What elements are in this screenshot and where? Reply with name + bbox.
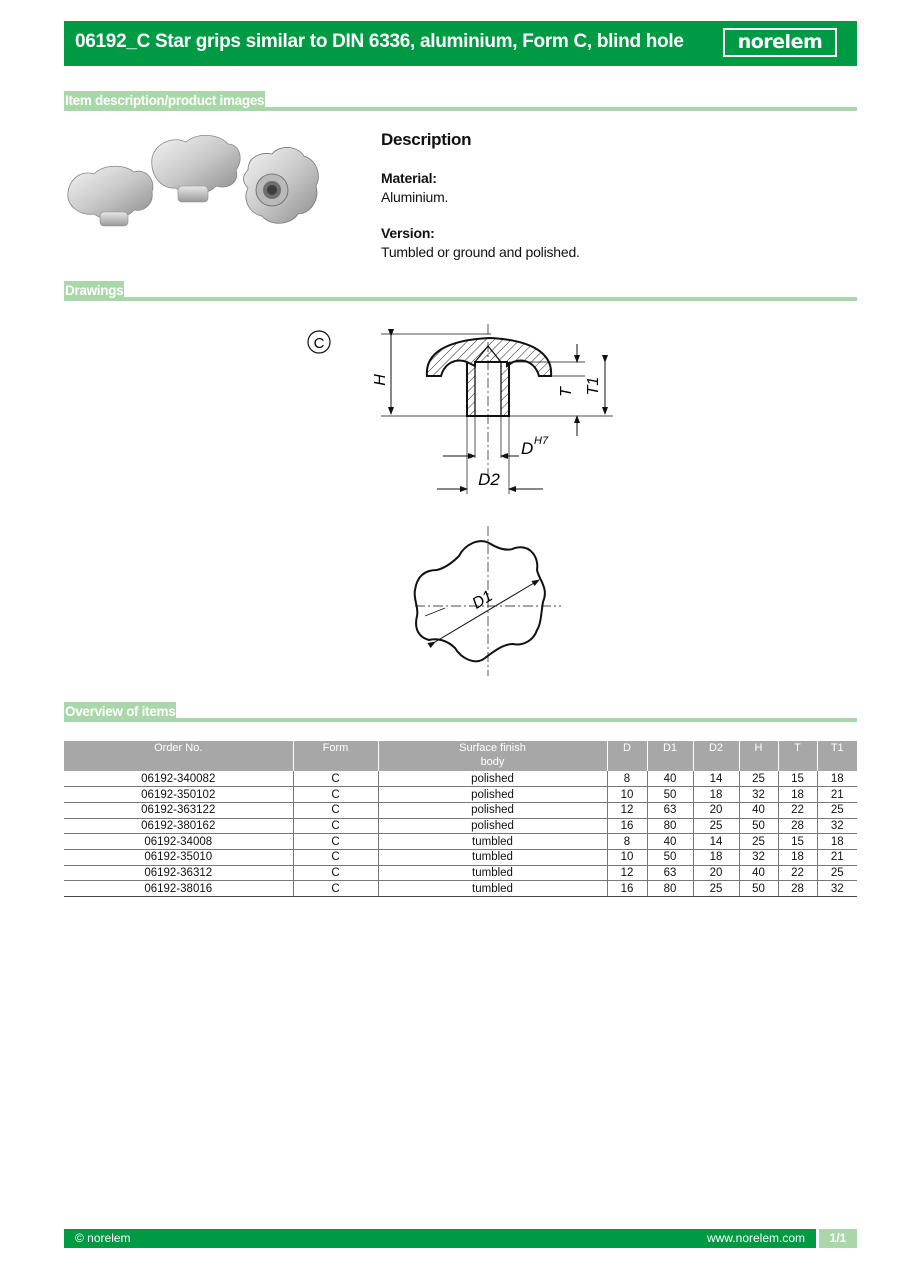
table-cell: 28	[778, 818, 817, 834]
table-cell: 21	[817, 849, 857, 865]
material-value: Aluminium.	[381, 189, 449, 205]
column-header-text: Surface finish body	[459, 742, 526, 768]
table-row	[64, 849, 857, 865]
table-cell: 8	[607, 771, 647, 787]
table-cell: 25	[739, 771, 778, 787]
table-cell: 15	[778, 771, 817, 787]
table-cell: 12	[607, 802, 647, 818]
table-cell: C	[293, 818, 378, 834]
table-cell: tumbled	[378, 849, 607, 865]
dim-label-d-tolerance: H7	[534, 435, 549, 447]
dim-label-h: H	[372, 374, 389, 386]
technical-drawing	[295, 318, 625, 688]
items-table	[64, 741, 857, 897]
table-cell: polished	[378, 818, 607, 834]
table-cell: 16	[607, 818, 647, 834]
section-label: Drawings	[64, 281, 124, 301]
table-cell: 63	[647, 802, 693, 818]
page-number: 1/1	[819, 1229, 857, 1248]
section-rule	[64, 718, 857, 722]
column-header: D2	[693, 741, 739, 771]
table-cell: 40	[647, 771, 693, 787]
table-cell: 18	[693, 787, 739, 803]
table-cell: 80	[647, 881, 693, 897]
table-cell: 10	[607, 849, 647, 865]
table-cell: 21	[817, 787, 857, 803]
table-cell: tumbled	[378, 834, 607, 850]
table-cell: 18	[778, 849, 817, 865]
table-cell: 8	[607, 834, 647, 850]
table-cell: C	[293, 802, 378, 818]
section-label: Overview of items	[64, 702, 176, 722]
table-cell: 20	[693, 865, 739, 881]
footer-copyright: © norelem	[75, 1231, 131, 1245]
form-letter: C	[313, 335, 325, 352]
table-cell: 50	[647, 849, 693, 865]
table-cell: 06192-380162	[64, 818, 293, 834]
dim-label-t1: T1	[585, 376, 602, 396]
table-cell: 80	[647, 818, 693, 834]
grip-photo-2	[152, 135, 240, 202]
section-item-description	[64, 91, 857, 113]
dim-label-d1: D1	[469, 587, 496, 613]
description-block	[381, 130, 841, 260]
table-cell: 06192-38016	[64, 881, 293, 897]
form-c-marker	[308, 331, 330, 353]
table-cell: C	[293, 881, 378, 897]
table-cell: 40	[739, 802, 778, 818]
section-overview	[64, 702, 857, 724]
table-body	[64, 771, 857, 897]
table-cell: 14	[693, 834, 739, 850]
table-cell: C	[293, 787, 378, 803]
table-row	[64, 881, 857, 897]
table-row	[64, 787, 857, 803]
section-drawings	[64, 281, 857, 303]
column-header: H	[739, 741, 778, 771]
page-footer	[64, 1229, 857, 1248]
column-header	[378, 741, 607, 771]
dim-label-d2: D2	[478, 470, 500, 489]
table-cell: 25	[739, 834, 778, 850]
table-cell: C	[293, 771, 378, 787]
table-cell: 32	[739, 849, 778, 865]
table-cell: 06192-34008	[64, 834, 293, 850]
column-header: D1	[647, 741, 693, 771]
table-cell: 25	[693, 881, 739, 897]
table-cell: polished	[378, 787, 607, 803]
table-cell: 40	[647, 834, 693, 850]
table-cell: 50	[647, 787, 693, 803]
top-view	[415, 526, 561, 676]
table-cell: 25	[693, 818, 739, 834]
table-cell: 22	[778, 865, 817, 881]
grip-photo-3	[244, 147, 319, 223]
table-cell: C	[293, 865, 378, 881]
table-cell: 18	[817, 834, 857, 850]
table-header-row	[64, 741, 857, 771]
table-cell: 18	[693, 849, 739, 865]
table-row	[64, 802, 857, 818]
table-cell: 15	[778, 834, 817, 850]
table-cell: tumbled	[378, 881, 607, 897]
footer-url[interactable]: www.norelem.com	[706, 1231, 805, 1245]
column-header: Order No.	[64, 741, 293, 771]
table-cell: 32	[739, 787, 778, 803]
table-row	[64, 818, 857, 834]
table-cell: 25	[817, 802, 857, 818]
table-cell: 06192-36312	[64, 865, 293, 881]
table-cell: 28	[778, 881, 817, 897]
table-cell: 63	[647, 865, 693, 881]
table-cell: 18	[778, 787, 817, 803]
table-cell: 50	[739, 881, 778, 897]
table-cell: 10	[607, 787, 647, 803]
table-cell: 06192-340082	[64, 771, 293, 787]
table-cell: 06192-363122	[64, 802, 293, 818]
dim-label-t: T	[558, 387, 575, 397]
table-cell: 50	[739, 818, 778, 834]
material-label: Material:	[381, 170, 437, 186]
page-header	[64, 21, 857, 66]
section-rule	[64, 297, 857, 301]
table-cell: C	[293, 849, 378, 865]
table-cell: polished	[378, 802, 607, 818]
version-value: Tumbled or ground and polished.	[381, 244, 580, 260]
table-cell: 40	[739, 865, 778, 881]
table-cell: 25	[817, 865, 857, 881]
table-cell: polished	[378, 771, 607, 787]
table-cell: 20	[693, 802, 739, 818]
section-label: Item description/product images	[64, 91, 265, 111]
footer-bar	[64, 1229, 816, 1248]
column-header: T	[778, 741, 817, 771]
side-section-view	[372, 324, 613, 494]
grip-photo-1	[68, 166, 153, 226]
page-title: 06192_C Star grips similar to DIN 6336, aluminium, Form C, blind hole	[75, 31, 684, 52]
table-row	[64, 865, 857, 881]
dim-label-d: D	[521, 439, 534, 458]
table-row	[64, 834, 857, 850]
table-row	[64, 771, 857, 787]
table-cell: 22	[778, 802, 817, 818]
column-header: T1	[817, 741, 857, 771]
product-image	[64, 130, 334, 240]
column-header: Form	[293, 741, 378, 771]
table-cell: 18	[817, 771, 857, 787]
table-cell: 12	[607, 865, 647, 881]
description-heading: Description	[381, 130, 472, 149]
table-cell: 06192-35010	[64, 849, 293, 865]
table-cell: 32	[817, 881, 857, 897]
version-label: Version:	[381, 225, 435, 241]
table-cell: C	[293, 834, 378, 850]
table-cell: tumbled	[378, 865, 607, 881]
table-cell: 14	[693, 771, 739, 787]
column-header: D	[607, 741, 647, 771]
table-cell: 16	[607, 881, 647, 897]
table-cell: 32	[817, 818, 857, 834]
table-cell: 06192-350102	[64, 787, 293, 803]
norelem-logo: norelem	[723, 28, 837, 57]
